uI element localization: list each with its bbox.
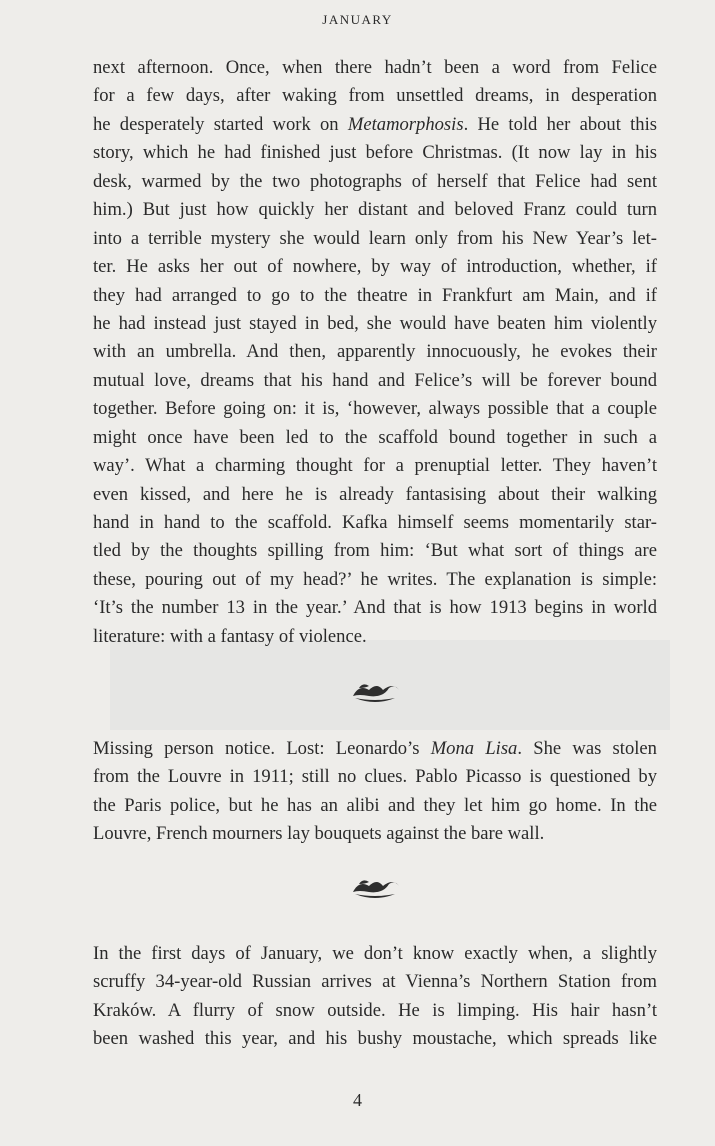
text-line: [93, 997, 657, 1025]
text-line: [93, 594, 657, 622]
text-segment: literature: with a fantasy of violence.: [93, 625, 367, 647]
text-segment: might once have been led to the scaffold bound together in such a: [93, 426, 657, 448]
text-line: [93, 424, 657, 452]
text-segment: hand in hand to the scaffold. Kafka himself seems momentarily star-: [93, 512, 657, 533]
text-segment: with an umbrella. And then, apparently innocuously, he evokes their: [93, 341, 657, 363]
text-line: [93, 566, 657, 594]
text-line: [93, 509, 657, 537]
text-line: [93, 452, 657, 480]
text-line: [93, 54, 657, 82]
text-segment: ter. He asks her out of nowhere, by way of introduction, whether, if: [93, 256, 657, 278]
text-segment: scruffy 34-year-old Russian arrives at Vienna’s Northern Station from: [93, 971, 657, 993]
text-segment: mutual love, dreams that his hand and Felice’s will be forever bound: [93, 369, 657, 391]
text-line: [93, 196, 657, 224]
text-segment: together. Before going on: it is, ‘however, always possible that a couple: [93, 398, 657, 420]
text-segment: In the first days of January, we don’t know exactly when, a slightly: [93, 943, 657, 964]
text-segment: Louvre, French mourners lay bouquets against the bare wall.: [93, 823, 545, 845]
text-segment: into a terrible mystery she would learn only from his New Year’s let-: [93, 227, 657, 249]
text-segment: tled by the thoughts spilling from him: ‘But what sort of things are: [93, 540, 657, 562]
text-line: [93, 1025, 657, 1053]
text-line: [93, 139, 657, 167]
text-line: [93, 968, 657, 996]
text-segment: these, pouring out of my head?’ he writes. The explanation is simple:: [93, 568, 657, 590]
text-line: [93, 792, 657, 820]
text-segment: he had instead just stayed in bed, she would have beaten him violently: [93, 312, 657, 334]
text-segment: ‘It’s the number 13 in the year.’ And that is how 1913 begins in world: [93, 597, 657, 619]
text-segment: Kraków. A flurry of snow outside. He is limping. His hair hasn’t: [93, 999, 657, 1021]
text-segment: even kissed, and here he is already fantasising about their walking: [93, 483, 657, 505]
text-line: [93, 367, 657, 395]
text-segment: he desperately started work on: [93, 113, 348, 135]
paragraph-mona-lisa: [93, 735, 657, 849]
page-number: 4: [353, 1090, 362, 1110]
text-segment: for a few days, after waking from unsettled dreams, in desperation: [93, 85, 657, 107]
fleuron-ornament-icon: [345, 678, 405, 706]
text-line: [93, 395, 657, 423]
running-header: JANUARY: [322, 12, 393, 27]
text-line: [93, 111, 657, 139]
text-line: [93, 820, 657, 848]
text-line: [93, 253, 657, 281]
text-segment: been washed this year, and his bushy moustache, which spreads like: [93, 1028, 657, 1050]
italic-title: Mona Lisa: [430, 738, 518, 759]
italic-title: Metamorphosis: [347, 113, 464, 135]
text-line: [93, 310, 657, 338]
text-segment: Missing person notice. Lost: Leonardo’s: [93, 738, 431, 759]
paragraph-kafka-letter: [93, 54, 657, 651]
text-segment: story, which he had finished just before Christmas. (It now lay in his: [93, 142, 657, 164]
text-segment: . He told her about this: [463, 113, 657, 135]
text-line: [93, 168, 657, 196]
text-line: [93, 82, 657, 110]
text-segment: from the Louvre in 1911; still no clues. Pablo Picasso is questioned by: [93, 766, 657, 788]
text-segment: they had arranged to go to the theatre in Frankfurt am Main, and if: [93, 284, 657, 306]
text-line: [93, 623, 657, 651]
text-line: [93, 338, 657, 366]
text-line: [93, 282, 657, 310]
text-segment: desk, warmed by the two photographs of herself that Felice had sent: [93, 170, 657, 192]
fleuron-ornament-icon: [345, 874, 405, 902]
text-line: [93, 735, 657, 763]
text-segment: . She was stolen: [517, 738, 657, 759]
paragraph-russian-arrives: [93, 940, 657, 1054]
text-line: [93, 763, 657, 791]
text-line: [93, 481, 657, 509]
text-segment: the Paris police, but he has an alibi and they let him go home. In the: [93, 794, 657, 816]
text-segment: him.) But just how quickly her distant and beloved Franz could turn: [93, 199, 657, 221]
text-line: [93, 940, 657, 968]
text-line: [93, 225, 657, 253]
text-segment: way’. What a charming thought for a prenuptial letter. They haven’t: [93, 455, 657, 477]
text-segment: next afternoon. Once, when there hadn’t been a word from Felice: [93, 57, 657, 78]
text-line: [93, 537, 657, 565]
